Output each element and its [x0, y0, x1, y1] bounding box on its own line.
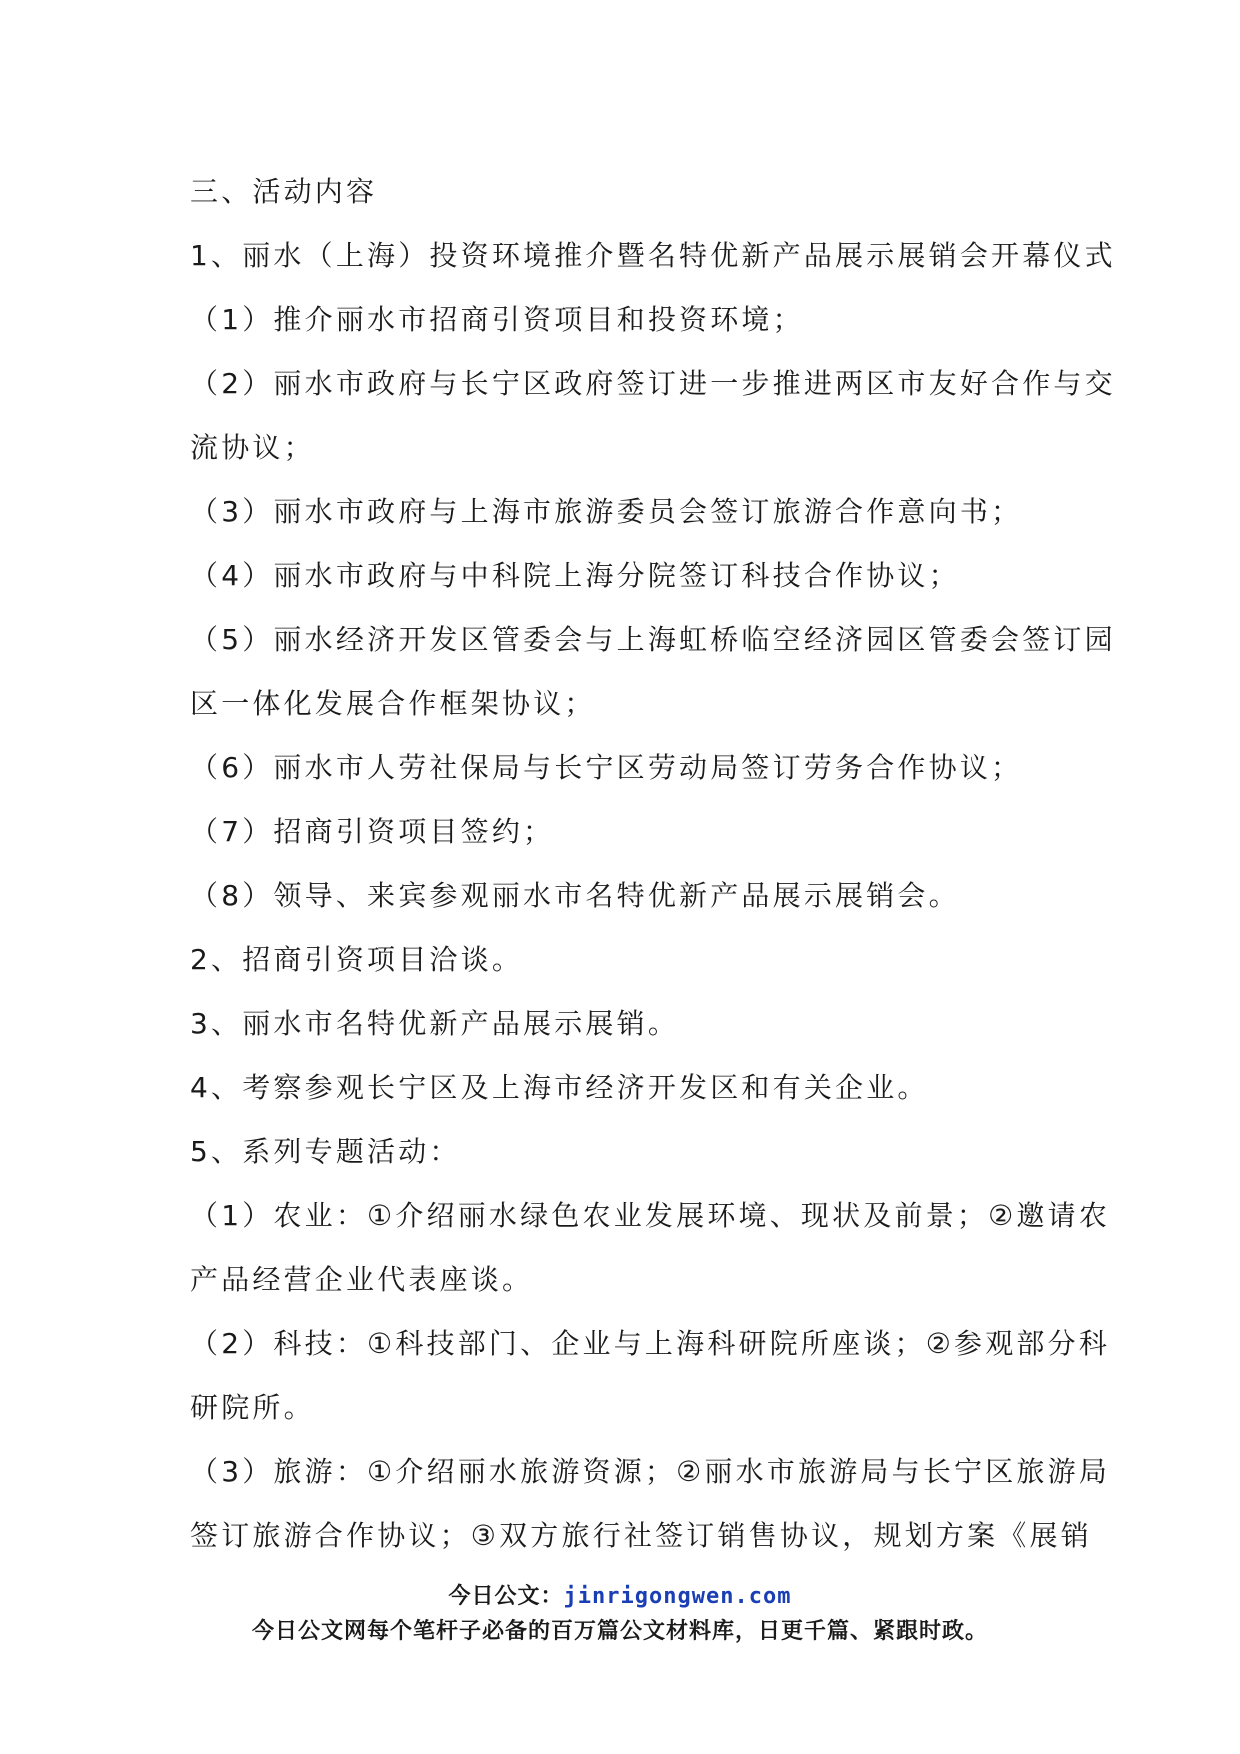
paragraph-line: 1、丽水（上海）投资环境推介暨名特优新产品展示展销会开幕仪式	[190, 239, 1116, 272]
footer-site	[0, 1582, 1240, 1612]
paragraph-line: 流协议；	[190, 431, 315, 464]
paragraph-line: （1）农业：①介绍丽水绿色农业发展环境、现状及前景；②邀请农	[190, 1199, 1111, 1232]
paragraph-line: （5）丽水经济开发区管委会与上海虹桥临空经济园区管委会签订园	[190, 623, 1116, 656]
paragraph-line: 研院所。	[190, 1391, 315, 1424]
paragraph-line: （7）招商引资项目签约；	[190, 815, 555, 848]
footer-site-label: 今日公文：	[448, 1584, 564, 1609]
paragraph-line: （2）科技：①科技部门、企业与上海科研院所座谈；②参观部分科	[190, 1327, 1111, 1360]
paragraph-line: 产品经营企业代表座谈。	[190, 1263, 534, 1296]
paragraph-line: （4）丽水市政府与中科院上海分院签订科技合作协议；	[190, 559, 960, 592]
paragraph-line: 4、考察参观长宁区及上海市经济开发区和有关企业。	[190, 1071, 929, 1104]
paragraph-line: （6）丽水市人劳社保局与长宁区劳动局签订劳务合作协议；	[190, 751, 1023, 784]
paragraph-line: （8）领导、来宾参观丽水市名特优新产品展示展销会。	[190, 879, 960, 912]
footer-site-link[interactable]: jinrigongwen.com	[563, 1584, 792, 1609]
paragraph-line: （3）旅游：①介绍丽水旅游资源；②丽水市旅游局与长宁区旅游局	[190, 1455, 1111, 1488]
paragraph-line: 2、招商引资项目洽谈。	[190, 943, 524, 976]
paragraph-line: （3）丽水市政府与上海市旅游委员会签订旅游合作意向书；	[190, 495, 1023, 528]
section-heading: 三、活动内容	[190, 175, 378, 208]
paragraph-line: （2）丽水市政府与长宁区政府签订进一步推进两区市友好合作与交	[190, 367, 1116, 400]
paragraph-line: 签订旅游合作协议；③双方旅行社签订销售协议，规划方案《展销	[190, 1519, 1092, 1552]
document-body	[190, 160, 1116, 1568]
paragraph-line: （1）推介丽水市招商引资项目和投资环境；	[190, 303, 804, 336]
paragraph-line: 区一体化发展合作框架协议；	[190, 687, 596, 720]
paragraph-line: 3、丽水市名特优新产品展示展销。	[190, 1007, 680, 1040]
footer-tagline: 今日公文网每个笔杆子必备的百万篇公文材料库，日更千篇、紧跟时政。	[251, 1619, 988, 1644]
paragraph-line: 5、系列专题活动：	[190, 1135, 461, 1168]
